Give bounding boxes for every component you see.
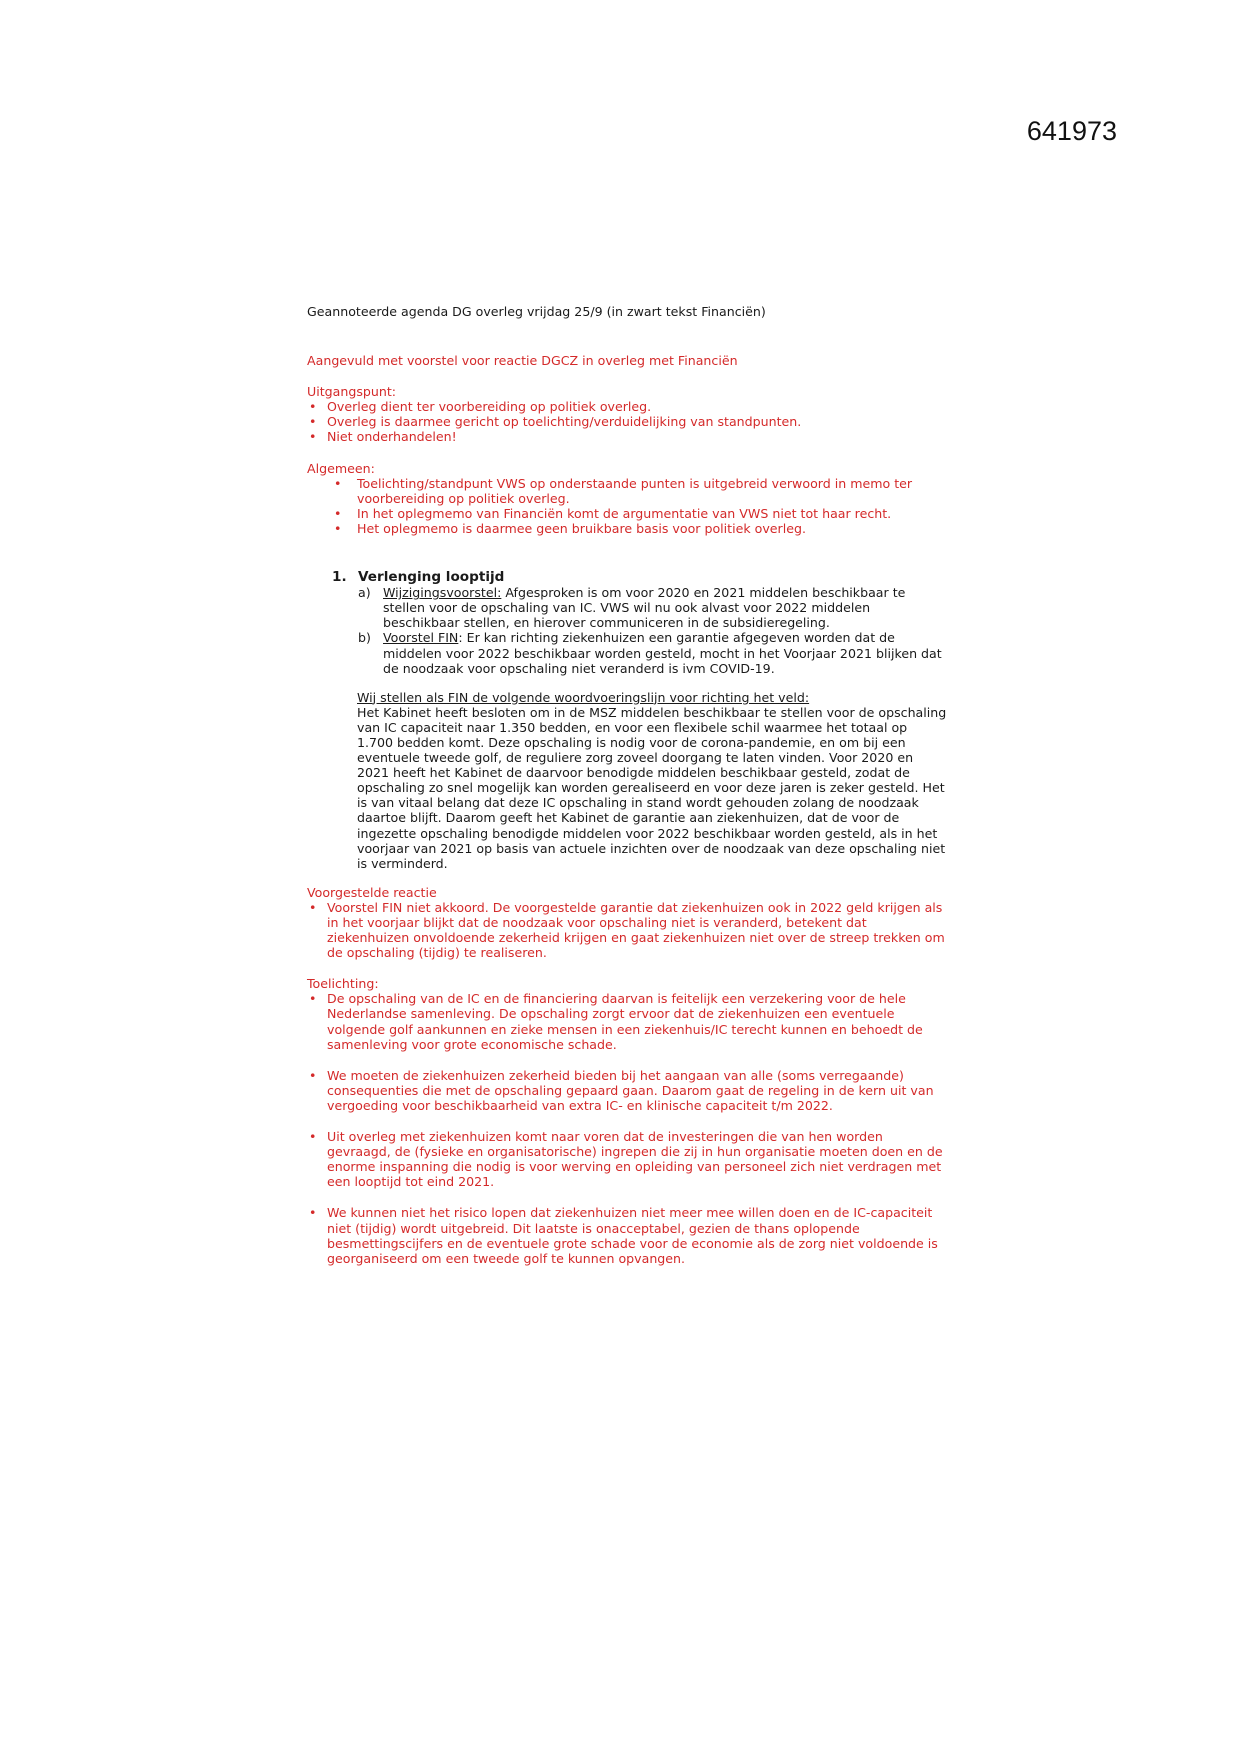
wording-text: Het Kabinet heeft besloten om in de MSZ middelen beschikbaar te stellen voor de opschaling van IC capaciteit naar 1.350 bedden, en voor een flexibele schil waarmee het totaal op 1.700 bedden komt. Deze opschaling is nodig voor de corona-pandemie, en om bij een eventuele tweede golf, de reguliere zorg zoveel doorgang te laten vinden. Voor 2020 en 2021 heeft het Kabinet de daarvoor benodigde middelen beschikbaar gesteld, zodat de opschaling zo snel mogelijk kan worden gerealiseerd en voor deze jaren is zeker gesteld. Het is van vitaal belang dat deze IC opschaling in stand wordt gehouden zolang de noodzaak daartoe blijft. Daarom geeft het Kabinet de garantie aan ziekenhuizen, dat de voor de ingezette opschaling benodigde middelen voor 2022 beschikbaar worden gesteld, als in het voorjaar van 2021 op basis van actuele inzichten over de noodzaak van deze opschaling niet is verminderd. [357, 704, 947, 871]
item-label: a) [358, 585, 371, 601]
list-item: • Overleg is daarmee gericht op toelichting/verduidelijking van standpunten. [307, 414, 947, 429]
list-item: • We moeten de ziekenhuizen zekerheid bieden bij het aangaan van alle (soms verregaande) consequenties die met de opschaling gepaard gaan. Daarom gaat de regeling in de kern uit van vergoeding voor beschikbaarheid van extra IC- en klinische capaciteit t/m 2022. [307, 1068, 947, 1113]
list-item [358, 585, 947, 630]
section-title-text: Verlenging looptijd [358, 569, 505, 586]
uitgangspunt-list [307, 399, 947, 444]
list-item: • Het oplegmemo is daarmee geen bruikbare basis voor politiek overleg. [307, 521, 947, 536]
list-item: • Voorstel FIN niet akkoord. De voorgestelde garantie dat ziekenhuizen ook in 2022 geld krijgen als in het voorjaar blijkt dat de noodzaak voor opschaling niet is veranderd, betekent dat ziekenhuizen onvoldoende zekerheid krijgen en gaat ziekenhuizen niet over de streep trekken om de opschaling (tijdig) te realiseren. [307, 900, 947, 960]
list-item: • Overleg dient ter voorbereiding op politiek overleg. [307, 399, 947, 414]
algemeen-heading: Algemeen: [307, 460, 375, 476]
list-item [358, 630, 947, 675]
section-title [332, 570, 947, 585]
reactie-heading: Voorgestelde reactie [307, 884, 437, 900]
toelichting-list [307, 991, 947, 1265]
item-text: Afgesproken is om voor 2020 en 2021 middelen beschikbaar te stellen voor de opschaling van IC. VWS wil nu ook alvast voor 2022 middelen beschikbaar stellen, en hierover communiceren in de subsidieregeling. [383, 585, 906, 631]
algemeen-list [307, 476, 947, 536]
list-item: • Niet onderhandelen! [307, 429, 947, 444]
list-item: • Toelichting/standpunt VWS op onderstaande punten is uitgebreid verwoord in memo ter voorbereiding op politiek overleg. [307, 476, 947, 506]
wording-heading: Wij stellen als FIN de volgende woordvoeringslijn voor richting het veld: [357, 689, 810, 705]
item-term: Voorstel FIN [383, 630, 459, 646]
list-item: • In het oplegmemo van Financiën komt de argumentatie van VWS niet tot haar recht. [307, 506, 947, 521]
supplement-note: Aangevuld met voorstel voor reactie DGCZ in overleg met Financiën [307, 353, 738, 369]
document-title: Geannoteerde agenda DG overleg vrijdag 25/9 (in zwart tekst Financiën) [307, 304, 766, 319]
list-item: • We kunnen niet het risico lopen dat ziekenhuizen niet meer mee willen doen en de IC-capaciteit niet (tijdig) wordt uitgebreid. Dit laatste is onacceptabel, gezien de thans oplopende besmettingscijfers en de eventuele grote schade voor de economie als de zorg niet voldoende is georganiseerd om een tweede golf te kunnen opvangen. [307, 1205, 947, 1265]
item-label: b) [358, 630, 371, 646]
list-item: • Uit overleg met ziekenhuizen komt naar voren dat de investeringen die van hen worden gevraagd, de (fysieke en organisatorische) ingrepen die zij in hun organisatie moeten doen en de enorme inspanning die nodig is voor werving en opleiding van personeel zich niet verdragen met een looptijd tot eind 2021. [307, 1129, 947, 1189]
toelichting-heading: Toelichting: [307, 976, 379, 992]
item-term: Wijzigingsvoorstel: [383, 585, 502, 601]
section-number: 1. [332, 569, 347, 586]
document-number: 641973 [1026, 116, 1117, 146]
item-text: : Er kan richting ziekenhuizen een garantie afgegeven worden dat de middelen voor 2022 beschikbaar worden gesteld, mocht in het Voorjaar 2021 blijken dat de noodzaak voor opschaling niet veranderd is ivm COVID-19. [383, 630, 942, 676]
uitgangspunt-heading: Uitgangspunt: [307, 384, 397, 400]
document-body [307, 304, 947, 1266]
reactie-list [307, 900, 947, 960]
list-item: • De opschaling van de IC en de financiering daarvan is feitelijk een verzekering voor de hele Nederlandse samenleving. De opschaling zorgt ervoor dat de ziekenhuizen een eventuele volgende golf aankunnen en zieke mensen in een ziekenhuis/IC terecht kunnen en behoedt de samenleving voor grote economische schade. [307, 991, 947, 1051]
section-items [358, 585, 947, 676]
